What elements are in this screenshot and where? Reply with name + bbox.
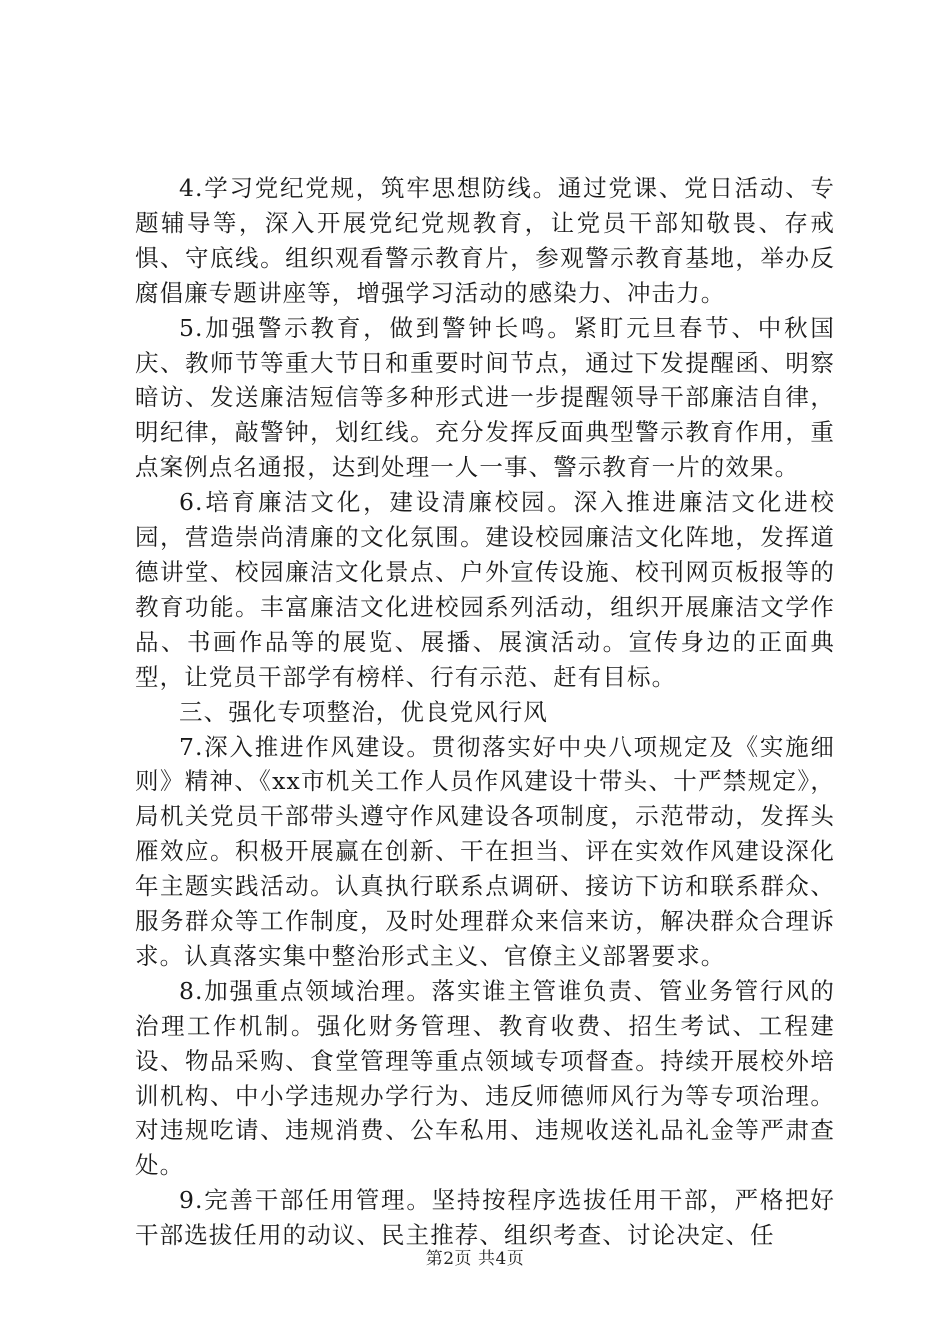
page-number-footer: 第2页 共4页 xyxy=(425,1249,525,1269)
section-heading-3: 三、强化专项整治，优良党风行风 xyxy=(179,697,548,726)
paragraph-item-9: 9.完善干部任用管理。坚持按程序选拔任用干部，严格把好干部选拔任用的动议、民主推荐、组织考查、讨论决定、任 xyxy=(135,1186,835,1250)
paragraph-item-4: 4.学习党纪党规，筑牢思想防线。通过党课、党日活动、专题辅导等，深入开展党纪党规教育，让党员干部知敬畏、存戒惧、守底线。组织观看警示教育片，参观警示教育基地，举办反腐倡廉专题讲座等，增强学习活动的感染力、冲击力。 xyxy=(135,174,835,307)
paragraph-item-6: 6.培育廉洁文化，建设清廉校园。深入推进廉洁文化进校园，营造崇尚清廉的文化氛围。建设校园廉洁文化阵地，发挥道德讲堂、校园廉洁文化景点、户外宣传设施、校刊网页板报等的教育功能。丰富廉洁文化进校园系列活动，组织开展廉洁文学作品、书画作品等的展览、展播、展演活动。宣传身边的正面典型，让党员干部学有榜样、行有示范、赶有目标。 xyxy=(135,488,835,691)
document-body xyxy=(135,171,835,1253)
paragraph-item-5: 5.加强警示教育，做到警钟长鸣。紧盯元旦春节、中秋国庆、教师节等重大节日和重要时间节点，通过下发提醒函、明察暗访、发送廉洁短信等多种形式进一步提醒领导干部廉洁自律，明纪律，敲警钟，划红线。充分发挥反面典型警示教育作用，重点案例点名通报，达到处理一人一事、警示教育一片的效果。 xyxy=(135,313,835,482)
paragraph-item-7: 7.深入推进作风建设。贯彻落实好中央八项规定及《实施细则》精神、《xx市机关工作人员作风建设十带头、十严禁规定》，局机关党员干部带头遵守作风建设各项制度，示范带动，发挥头雁效应。积极开展赢在创新、干在担当、评在实效作风建设深化年主题实践活动。认真执行联系点调研、接访下访和联系群众、服务群众等工作制度，及时处理群众来信来访，解决群众合理诉求。认真落实集中整治形式主义、官僚主义部署要求。 xyxy=(135,732,835,970)
paragraph-item-8: 8.加强重点领域治理。落实谁主管谁负责、管业务管行风的治理工作机制。强化财务管理、教育收费、招生考试、工程建设、物品采购、食堂管理等重点领域专项督查。持续开展校外培训机构、中小学违规办学行为、违反师德师风行为等专项治理。对违规吃请、违规消费、公车私用、违规收送礼品礼金等严肃查处。 xyxy=(135,976,835,1180)
